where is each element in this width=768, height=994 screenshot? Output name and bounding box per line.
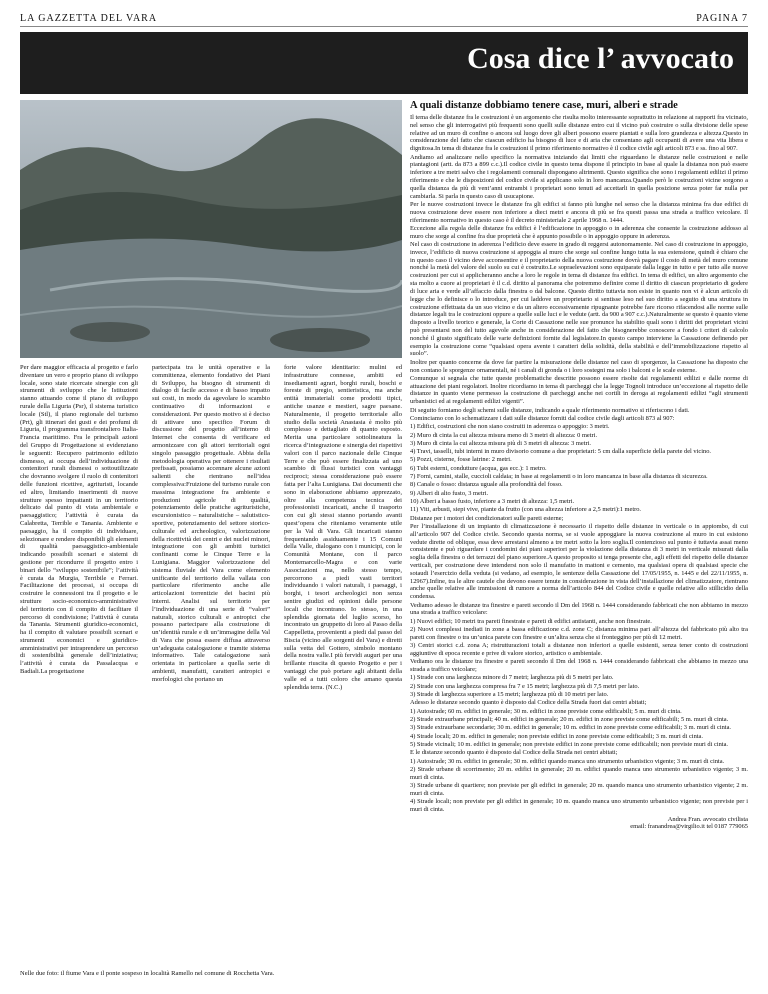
article-paragraph: 7) Forni, camini, stalle, cuccioli caldaia; in base ai regolamenti o in loro mancanza in base alla distanza di sicurezza. xyxy=(410,473,708,481)
article-body xyxy=(410,114,748,814)
article-paragraph: 3) Strade extraurbane secondarie; 30 m. edifici in generale; 10 m. edifici in zone previste come edificabili; 3 m. muri di cinta. xyxy=(410,724,732,732)
left-article xyxy=(20,364,402,968)
article-paragraph: Per le nuove costruzioni invece le distanze fra gli edifici si fanno più lunghe nel senso che la distanza minima fra due edifici di nuova costruzione deve essere non inferiore a dieci metri e ancora di più se fra questi passa una strada a traffico veicolare. Il riferimento normativo in questo caso è il decreto ministeriale 2 aprile 1968 n. 1444. xyxy=(410,200,748,224)
article-paragraph: Distanze per i motori dei condizionatori sulle pareti esterne; xyxy=(410,514,564,522)
article-paragraph: 4) Strade locali; 20 m. edifici in generale; non previste edifici in zone previste come edificabili; 3 m. muri di cinta. xyxy=(410,732,703,740)
article-paragraph: 3) Centri storici c.d. zona A; ristrutturazioni totali a distanze non inferiori a quelle esistenti, senza tener conto di costruzioni aggiuntive di epoca recente e prive di valore storico, artistico o ambientale. xyxy=(410,642,748,657)
article-paragraph: 2) Strade urbane di scorrimento; 20 m. edifici in generale; 20 m. edifici quando manca uno strumento urbanistico vigente; 3 m. muri di cinta. xyxy=(410,765,748,781)
article-paragraph: 1) Nuovi edifici; 10 metri tra pareti finestrate e pareti di edifici antistanti, anche non finestrate. xyxy=(410,617,652,625)
author-contact: email: franandrea@virgilio.it tel 0187 779065 xyxy=(630,822,748,830)
article-paragraph: 6) Tubi esterni, condutture (acqua, gas ecc.): 1 metro. xyxy=(410,464,547,472)
article-paragraph: 1) Strade con una larghezza minore di 7 metri; larghezza più di 5 metri per lato. xyxy=(410,674,614,682)
article-paragraph: 8) Canale o fosso: distanza uguale alla profondità del fosso. xyxy=(410,481,563,489)
article-paragraph: 2) Strade con una larghezza compresa fra 7 e 15 metri; larghezza più di 7,5 metri per lato. xyxy=(410,682,640,690)
left-article-column-1: Per dare maggior efficacia al progetto e farlo diventare un vero e proprio piano di sviluppo locale, sono state ricercate sinergie con gli strumenti di sviluppo che le Istituzioni stanno attuando come il piano di sviluppo rurale della Liguria (Psr), il sistema turistico locale (Stl), il piano regionale del turismo (Prt), gli itinerari dei gusti e dei profumi di Liguria, il programma transfrontaliero Italia-Francia marittimo. Fra le principali azioni del Gruppo di Progettazione si evidenziano le seguenti: Recupero patrimonio edilizio dismesso, ai occupa dell’individuazione di contenitori rurali dismessi o sottoutilizzate che dovranno svolgere il ruolo di contenitori delle funzioni ricettive, agrituristi, locande ed altro, limitando inserimenti di nuove strutture spesso impattanti in un territorio delicato dal punto di vista ambientale e paesaggistico; l’attività è curata da Calabretta, Terrible e Tanania. Ambiente e paesaggio, ha il compito di individuare, selezionare e rendere disponibili gli elementi di qualità paesaggistico-ambientale indicando possibili scenari e sistemi di gestione per ricondurre il progetto entro i binari dello “sviluppo sostenibile”; l’attività è curata da Murgia, Terribile e Ferrari. Facilitazione dei processi, si occupa di costruire le connessioni tra il progetto e le strutture socio-economico-amministrative del territorio con il compito di facilitare il percorso di condivisione; l’attività è curata da Tanania. Strumenti giuridico-economici, ha il compito di valutare possibili scenari e strumenti economici e giuridico-amministrativi per intraprendere un percorso di sostenibilità generale dell’iniziativa; l’attività è curata da Passalacqua e Badiali.La progettazione xyxy=(20,364,138,676)
article-paragraph: 11) Viti, arbusti, siepi vive, piante da frutto (con una altezza inferiore a 2,5 metri):1 metro. xyxy=(410,506,642,514)
right-article xyxy=(410,100,748,990)
article-paragraph: 5) Pozzi, cisterne, fosse latrine: 2 metri. xyxy=(410,456,512,464)
left-article-column-2: partecipata tra le unità operative e la committenza, elemento fondativo dei Piani di Sviluppo, ha bisogno di strumenti di dialogo di facile accesso e di basso impatto sui costi, in modo da agevolare lo scambio continuativo di informazioni e considerazioni. Per questo motivo si è deciso di attivare uno specifico Forum di discussione del progetto all’interno di Internet che consenta di verificare ed armonizzare con gli attori territoriali ogni singolo passaggio progettuale. Abbia della metodologia operativa per ottenere i risultati prefissati, possiamo accennare alcune azioni salienti che rientrano nell’idea complessiva:Fruizione del turismo rurale con massima integrazione fra ambiente e produzioni agricole di qualità, potenziamento delle pratiche agrituristiche, escursionistico – naturalistiche – salutistico-sportive, potenziamento del settore storico-culturale ed archeologico, valorizzazione della ricettività dei centri e dei nuclei minori, integrazione con gli ambiti turistici confinanti come le Cinque Terre e la Lunigiana. Maggior valorizzazione del sistema fluviale del Vara come elemento unificante del territorio della vallata con particolare riferimento anche alle articolazioni torrentizie dei bacini più interni. Analisi sul territorio per l’individuazione di una serie di “valori” naturali, storico culturali e antropici che possano partecipare alla costruzione di un’identità rurale e di un’immagine della Val di Vara che possa essere diffusa attraverso un’adeguata catalogazione e tramite sistema informativo. Tale catalogazione sarà orientata in particolare a quella serie di ambienti, manufatti, caratteri antropici e morfologici che portano un xyxy=(152,364,270,683)
page-number: PAGINA 7 xyxy=(696,13,748,24)
article-subtitle: A quali distanze dobbiamo tenere case, muri, alberi e strade xyxy=(410,100,678,111)
article-paragraph: 4) Travi, tasselli, tubi interni in muro divisorio comune a due proprietari: 5 cm dalla superficie della parete del vicino. xyxy=(410,448,711,456)
newspaper-name: LA GAZZETTA DEL VARA xyxy=(20,13,158,24)
article-paragraph: Andiamo ad analizzare nello specifico la normativa iniziando dai limiti che riguardano le distanze nelle costruzioni e nelle piantagioni (artt. da 873 a 899 c.c.).Il codice civile in questo tema dispone il principio in base al quale la distanza non può essere inferiore a tre metri salvo che i regolamenti comunali dispongano altrimenti. Questo significa che sono i regolamenti edilizi il primo riferimento e che le disposizioni del codice civile si applicano solo in loro mancanza.Quando però le costruzioni vicine sorgono a quella distanza da più di vent’anni entrambi i proprietari sono tenuti ad accettarli in quella posizione senza poter far nulla per cambiarla. Si parla in questo caso di usucapione. xyxy=(410,153,748,200)
article-paragraph: 2) Muro di cinta la cui altezza misura meno di 3 metri di altezza: 0 metri. xyxy=(410,431,598,439)
article-paragraph: 9) Alberi di alto fusto, 3 metri. xyxy=(410,489,489,497)
left-article-column-3: forte valore identitario: mulini ed infrastrutture connesse, ambiti ed insediamenti agrari, borghi rurali, boschi e foreste di pregio, sentieristica, ma anche entità immateriali come prodotti tipici, antiche usanze e mestieri, sagre paesane. Naturalmente, il progetto territoriale allo studio della società Anastasia è molto più complesso e dettagliato di quanto esposto. Merita una particolare sottolineatura la ricerca d’integrazione e sinergia dei rispettivi valori con il parco nazionale delle Cinque Terre e che può essere finalizzata ad uno scambio di flussi turistici con vantaggi reciproci; stessa considerazione può essere fatta per l’alta Lunigiana. Dai documenti che sono in elaborazione abbiamo apprezzato, oltre alla competenza tecnica dei professionisti incaricati, anche il trasporto con cui gli stessi stanno portando avanti quest’opera che riteniamo veramente utile per la Val di Vara. Gli incaricati stanno frequentando assiduamente i 15 Comuni della Valle, dialogano con i municipi, con le Comunità Montane, con il parco Montemarcello-Magra e con varie Associazioni ma, nello stesso tempo, percorrono a piedi vasti territori individuando i valori naturali, i paesaggi, i borghi, i tesori archeologici non senza sentire giudizi ed opinioni dalle persone locali che incontrano. Io stesso, in una splendida giornata del luglio scorso, ho incontrato un gruppetto di loro al Passo della Cappelletta, provenienti a piedi dal passo del Biscia (vicino alle sorgenti del Vara) e diretti sulla vetta del Gottero, simbolo montano della nostra valle.I più fervidi auguri per una brillante riuscita di questo Progetto e per i vantaggi che può portare agli abitanti della valle ed a tutti coloro che amano questa splendida terra. (N.C.) xyxy=(284,364,402,691)
photo-caption: Nelle due foto: il fiume Vara e il ponte sospeso in località Ramello nel comune di Rocchetta Vara. xyxy=(20,970,275,977)
article-paragraph: 4) Strade locali; non previste per gli edifici in generale; 10 m. quando manca uno strumento urbanistico vigente; non previste per i muri di cinta. xyxy=(410,798,748,813)
article-paragraph: Nel caso di costruzione in aderenza l’edificio deve essere in grado di reggersi autonomamente. Nel caso di costruzione in appoggio, invece, l’edificio di nuova costruzione si appoggia al muro che sorge sul confine lungo tutta la sua estensione, quindi è chiaro che in questo caso il vicino deve acconsentire e il proprietario della nuova costruzione dovrà pagare il costo di metà del muro comune nonché la metà del valore del suolo su cui è costruito.Le sopraelevazioni sono equiparate dalla legge in tutto e per tutto alle nuove costruzioni per cui si applicheranno anche a loro le regole in tema di distanze fra edifici. In tema di edifici, un altro argomento che sta molto a cuore ai proprietari è il c.d. diritto al panorama che potremmo definire come il diritto di ciascun proprietario di godere di luce aria e verde all’affaccio dalla finestra o dal balcone. Questo diritto tuttavia non esiste in quanto non vi è alcun articolo di legge che lo definisce o lo introduce, per cui laddove un proprietario si sentisse leso nel suo diritto a seguito di una struttura in costruzione effettuata da un suo vicino e da un altero eccessivamente ripugnante potrebbe fare ricorso rifacendosi alle norme sulle distanze legali tra le costruzioni oppure a quelle sulle luci e le vedute (artt. da 900 a 907 c.c.).Naturalmente se questo è quanto viene disposto a livello teorico e generale, la Corte di Cassazione nelle sue pronunce ha stabilito quali sono i diritti dei proprietari vicini può presentarsi non del tutto agevole anche in considerazione del fatto che bisognerebbe conoscere a fondo i criteri di calcolo nonché il giusto significato delle varie definizioni fornite dal legislatore.In questo campo interviene la Cassazione definendo per esempio la costruzione come “qualsiasi opera avente i caratteri della solidità, della stabilità e dell’immobilizzazione rispetto al suolo”. xyxy=(410,241,748,358)
article-paragraph: Di seguito forniamo degli schemi sulle distanze, indicando a quale riferimento normativo si riferiscono i dati. xyxy=(410,406,690,414)
river-photo xyxy=(20,100,402,358)
article-paragraph: 5) Strade vicinali; 10 m. edifici in generale; non previste edifici in zone previste come edificabili; non previste muri di cinta. xyxy=(410,740,729,748)
article-paragraph: 2) Strade extraurbane principali; 40 m. edifici in generale; 20 m. edifici in zone previste come edificabili; 5 m. muri di cinta. xyxy=(410,715,729,723)
section-title: Cosa dice l’ avvocato xyxy=(467,42,734,75)
article-paragraph: 1) Autostrade; 60 m. edifici in generale; 30 m. edifici in zone previste come edificabili; 5 m. muri di cinta. xyxy=(410,707,682,715)
article-paragraph: Cominciamo con lo schematizzare i dati sulle distanze forniti dal codice civile dagli articoli 873 al 907: xyxy=(410,414,675,422)
article-paragraph: Comunque si segnala che tutte queste problematiche descritte possono essere risolte dai regolamenti edilizi e dalle norme di attuazione dei piani regolatori. Inoltre ricordiamo in tema di parcheggi che la legge Tognoli introduce un’eccezione al rispetto delle distanze in quanto viene permesso la costruzione di parcheggi anche nei cortili in deroga ai regolamenti edilizi “agli strumenti urbanistici ed ai regolamenti edilizi vigenti”. xyxy=(410,374,748,406)
article-paragraph: 3) Strade di larghezza superiore a 15 metri; larghezza più di 10 metri per lato. xyxy=(410,691,609,698)
article-paragraph: Eccezione alla regola delle distanze fra edifici è l’edificazione in appoggio o in aderenza che consente la costruzione addosso al muro che sorge al confine fra due proprietà che è appunto possibile o in appoggio oppure in aderenza. xyxy=(410,224,748,240)
author-name: Andrea Fran. avvocato civilista xyxy=(667,815,748,823)
article-paragraph: Per l’installazione di un impianto di climatizzazione è necessario il rispetto delle distanze in verticale o in appiombo, di cui all’articolo 907 del Codice civile. Secondo questa norma, se si vuole appoggiare la nuova costruzione al muro in cui esistono vedute dirette od oblique, essa deve arrestarsi almeno a tre metri sotto la loro soglia.Il contenzioso sul punto è tuttavia assai meno consistente e può riguardare i condomini dei piani superiori per la violazione della distanza di 3 metri in verticale misurati dalla soglia della finestra o dei terrazzi del piano superiore.A questo proposito si tenga presente che, agli effetti del rispetto delle distanze verticali, per costruzione deve intendersi non solo il manufatto in mattoni e cemento, ma qualsiasi opera di qualsiasi specie che sotaudi l’esercizio della veduta (si vedano, ad esempio, le sentenze della Cassazione del 17/05/1955, n. 1445 e del 22/11/1955, n. 12967).Infine, tra le altre cautele che devono essere tenute in considerazione in vista dell’installazione del climatizzatore, rientrano anche quelle relative alle immissioni di rumore a norma dell’articolo 844 del Codice civile e quelle relative allo stillicidio della condensa. xyxy=(410,522,748,601)
article-paragraph: Vediamo ora le distanze tra finestre e pareti secondo il Dm del 1968 n. 1444 considerando fabbricati che abbiamo in mezzo una strada a traffico veicolare; xyxy=(410,658,748,674)
article-paragraph: 1) Autostrade; 30 m. edifici in generale; 30 m. edifici quando manca uno strumento urbanistico vigente; 3 m. muri di cinta. xyxy=(410,757,725,765)
author-signature xyxy=(410,816,748,830)
article-paragraph: 3) Strade urbane di quartiere; non previste per gli edifici in generale; 20 m. quando manca uno strumento urbanistico vigente; 2 m. muri di cinta. xyxy=(410,781,748,797)
article-paragraph: Vediamo adesso le distanze tra finestre e pareti secondo il Dm del 1968 n. 1444 considerando fabbricati che non abbiamo in mezzo una strada a traffico veicolare: xyxy=(410,601,748,617)
article-paragraph: Inoltre per quanto concerne da dove far partire la misurazione delle distanze nel caso di sporgenze, la Cassazione ha disposto che non contano le sporgenze ornamentali, né i canali di gronda o i loro sostegni ma solo i balconi e le scale esterne. xyxy=(410,358,748,374)
article-paragraph: Adesso le distanze secondo quanto è disposto dal Codice della Strada fuori dai centri abitati; xyxy=(410,699,647,707)
article-paragraph: 2) Nuovi complessi inediati in zone a bassa edificazione c.d. zone C; distanza minima pari all’altezza del fabbricato più alto tra pareti con finestre o tra un’unica parete con finestre e un’altra senza che si fronteggino per più di 12 metri. xyxy=(410,626,748,641)
page-header xyxy=(20,10,748,27)
article-paragraph: 10) Alberi a basso fusto, inferiore a 3 metri di altezza: 1,5 metri. xyxy=(410,498,575,505)
article-paragraph: 3) Muro di cinta la cui altezza misura più di 3 metri di altezza: 3 metri. xyxy=(410,439,592,447)
article-paragraph: Il tema delle distanze fra le costruzioni è un argomento che risulta molto interessante soprattutto in relazione ai rapporti fra vicinato, nel senso che gli interrogativi più frequenti sono quelli sulle distanze entro cui il vicino può costruire o sulla divisione delle spese relative ad un muro di confine o ancora sul luogo dove gli alberi possono essere piantati e sulla loro grandezza e altezza.Questo in considerazione del fatto che ciascun edificio ha bisogno di luce e di aria che consentano agli occupanti di avere una vita libera e dignitosa.In tema di distanze fra le costruzioni il primo riferimento normativo è il codice civile agli articoli 873 e ss. fino al 907. xyxy=(410,114,748,153)
article-paragraph: 1) Edifici, costruzioni che non siano costruiti in aderenza o appoggio: 3 metri. xyxy=(410,423,610,431)
article-paragraph: E le distanze secondo quanto è disposto dal Codice della Strada nei centri abitati; xyxy=(410,749,618,757)
section-banner xyxy=(20,32,748,94)
